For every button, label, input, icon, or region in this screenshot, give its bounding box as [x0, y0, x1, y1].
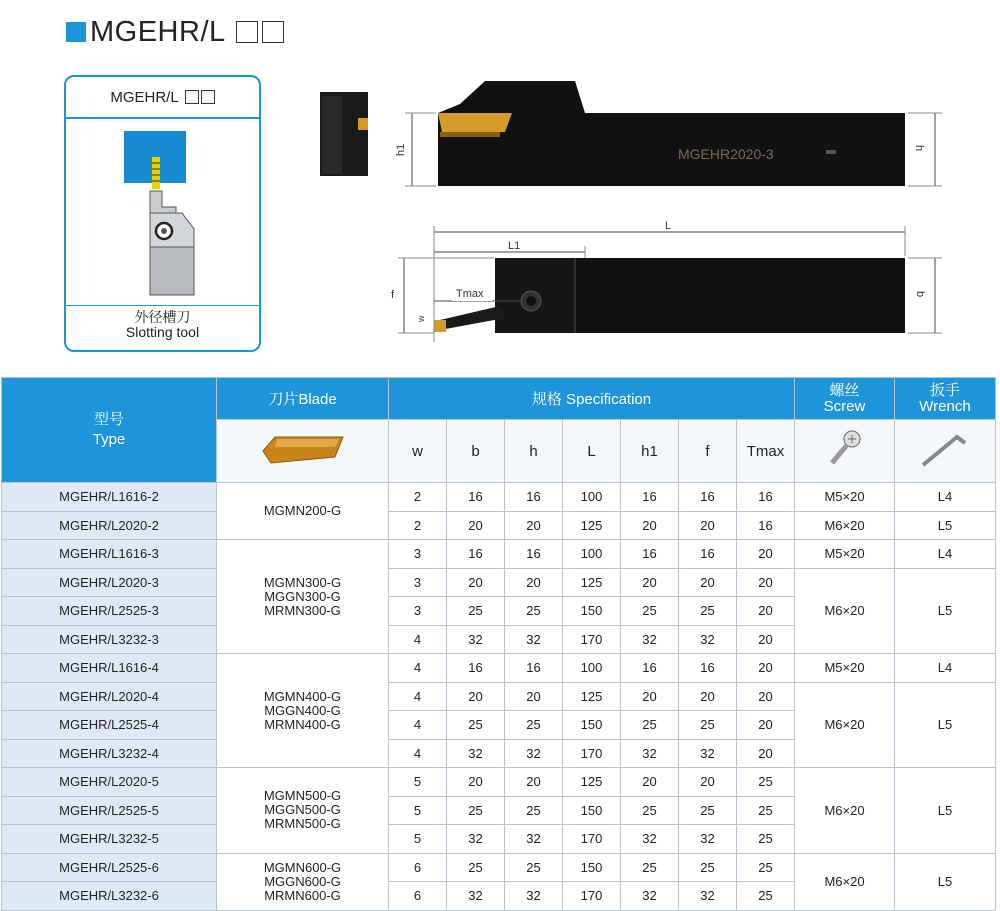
header-screw-en: Screw — [823, 397, 866, 415]
cell-tmax: 20 — [737, 597, 795, 626]
cell-wrench: L5 — [895, 768, 996, 854]
cell-f: 32 — [679, 882, 737, 911]
blade-code: MRMN300-G — [264, 602, 341, 618]
blade-code: MGGN400-G — [264, 702, 341, 718]
blade-code: MRMN600-G — [264, 887, 341, 903]
table-row — [2, 853, 996, 882]
cell-h1: 20 — [621, 768, 679, 797]
cell-b: 16 — [447, 654, 505, 683]
cell-L: 100 — [563, 483, 621, 512]
dim-L1-label: L1 — [508, 240, 521, 252]
cell-tmax: 20 — [737, 654, 795, 683]
cell-w: 6 — [389, 882, 447, 911]
cell-b: 16 — [447, 540, 505, 569]
cell-L: 150 — [563, 597, 621, 626]
blade-code: MGGN600-G — [264, 873, 341, 889]
cell-tmax: 20 — [737, 568, 795, 597]
cell-tmax: 20 — [737, 625, 795, 654]
dim-w-label: w — [416, 315, 426, 322]
title-model: MGEHR/L — [90, 15, 226, 48]
blade-code: MGMN200-G — [263, 503, 342, 518]
cell-h: 32 — [505, 825, 563, 854]
cell-h1: 20 — [621, 511, 679, 540]
spec-table — [1, 377, 996, 911]
cell-f: 25 — [679, 796, 737, 825]
card-label-en: Slotting tool — [125, 324, 200, 340]
cell-f: 32 — [679, 625, 737, 654]
cell-screw: M6×20 — [795, 568, 895, 654]
cell-h: 32 — [505, 625, 563, 654]
cell-h: 25 — [505, 853, 563, 882]
cell-type: MGEHR/L2525-5 — [2, 796, 217, 825]
cell-h1: 25 — [621, 853, 679, 882]
blade-code: MRMN500-G — [264, 816, 341, 832]
cell-wrench: L4 — [895, 654, 996, 683]
cell-L: 125 — [563, 768, 621, 797]
cell-f: 25 — [679, 597, 737, 626]
cell-L: 150 — [563, 711, 621, 740]
dim-L-label: L — [665, 220, 672, 232]
cell-h: 20 — [505, 682, 563, 711]
blade-code: MGMN500-G — [263, 788, 342, 804]
cell-b: 25 — [447, 597, 505, 626]
cell-tmax: 16 — [737, 511, 795, 540]
cell-screw: M5×20 — [795, 483, 895, 512]
cell-b: 32 — [447, 825, 505, 854]
cell-h1: 32 — [621, 625, 679, 654]
cell-h1: 32 — [621, 825, 679, 854]
cell-w: 4 — [389, 625, 447, 654]
cell-tmax: 20 — [737, 540, 795, 569]
blade-code: MGMN400-G — [263, 688, 342, 704]
cell-h: 16 — [505, 540, 563, 569]
cell-blade — [217, 540, 389, 654]
cell-w: 5 — [389, 768, 447, 797]
cell-L: 170 — [563, 825, 621, 854]
cell-screw: M6×20 — [795, 511, 895, 540]
cell-h1: 20 — [621, 682, 679, 711]
cell-b: 32 — [447, 739, 505, 768]
cell-wrench: L5 — [895, 568, 996, 654]
header-type-cn: 型号 — [93, 411, 124, 428]
cell-b: 16 — [447, 483, 505, 512]
table-row — [2, 768, 996, 797]
table-row — [2, 682, 996, 711]
cell-b: 25 — [447, 796, 505, 825]
cell-wrench: L5 — [895, 511, 996, 540]
cell-L: 150 — [563, 853, 621, 882]
cell-type: MGEHR/L2020-5 — [2, 768, 217, 797]
cell-screw: M5×20 — [795, 654, 895, 683]
cell-b: 32 — [447, 882, 505, 911]
header-wrench-en: Wrench — [919, 397, 971, 415]
cell-h1: 16 — [621, 483, 679, 512]
cell-type: MGEHR/L1616-4 — [2, 654, 217, 683]
cell-b: 25 — [447, 711, 505, 740]
cell-h: 25 — [505, 796, 563, 825]
cell-h1: 20 — [621, 568, 679, 597]
dim-h1-label: h1 — [395, 143, 407, 156]
cell-blade — [217, 853, 389, 910]
cell-tmax: 25 — [737, 825, 795, 854]
cell-f: 16 — [679, 483, 737, 512]
blade-code: MGMN600-G — [263, 859, 342, 875]
header-type-en: Type — [92, 431, 126, 448]
blade-code: MGGN300-G — [264, 588, 341, 604]
cell-L: 125 — [563, 682, 621, 711]
cell-blade — [217, 654, 389, 768]
tool-drawing — [0, 0, 1000, 370]
col-header-w: w — [389, 420, 447, 483]
wrench-icon — [895, 420, 996, 483]
cell-wrench: L5 — [895, 853, 996, 910]
cell-type: MGEHR/L2525-6 — [2, 853, 217, 882]
cell-f: 20 — [679, 568, 737, 597]
cell-type: MGEHR/L2020-4 — [2, 682, 217, 711]
col-header-h1: h1 — [621, 420, 679, 483]
cell-h: 20 — [505, 511, 563, 540]
cell-w: 4 — [389, 682, 447, 711]
cell-h: 25 — [505, 597, 563, 626]
cell-w: 6 — [389, 853, 447, 882]
cell-f: 32 — [679, 825, 737, 854]
cell-h: 16 — [505, 483, 563, 512]
header-blade: 刀片Blade — [217, 378, 389, 420]
cell-type: MGEHR/L3232-4 — [2, 739, 217, 768]
cell-L: 100 — [563, 654, 621, 683]
col-header-f: f — [679, 420, 737, 483]
cell-w: 5 — [389, 796, 447, 825]
cell-type: MGEHR/L3232-5 — [2, 825, 217, 854]
dim-Tmax-label: Tmax — [456, 288, 484, 300]
cell-b: 20 — [447, 682, 505, 711]
table-row — [2, 568, 996, 597]
cell-w: 4 — [389, 711, 447, 740]
cell-type: MGEHR/L3232-3 — [2, 625, 217, 654]
cell-tmax: 25 — [737, 768, 795, 797]
cell-h: 32 — [505, 739, 563, 768]
cell-f: 25 — [679, 853, 737, 882]
header-wrench-cn: 扳手 — [930, 381, 961, 399]
dim-b-label: b — [914, 291, 926, 298]
blade-code: MRMN400-G — [264, 716, 341, 732]
cell-h1: 16 — [621, 654, 679, 683]
col-header-h: h — [505, 420, 563, 483]
header-type — [2, 378, 217, 483]
cell-tmax: 20 — [737, 682, 795, 711]
cell-tmax: 20 — [737, 711, 795, 740]
blade-insert-icon — [217, 420, 389, 483]
cell-w: 3 — [389, 597, 447, 626]
cell-f: 32 — [679, 739, 737, 768]
cell-f: 25 — [679, 711, 737, 740]
header-spec: 规格 Specification — [389, 378, 795, 420]
cell-h: 25 — [505, 711, 563, 740]
card-label-cn: 外径槽刀 — [134, 309, 191, 325]
cell-type: MGEHR/L2525-4 — [2, 711, 217, 740]
cell-wrench: L4 — [895, 483, 996, 512]
cell-L: 125 — [563, 511, 621, 540]
cell-wrench: L5 — [895, 682, 996, 768]
cell-screw: M5×20 — [795, 540, 895, 569]
cell-w: 4 — [389, 654, 447, 683]
cell-f: 20 — [679, 511, 737, 540]
cell-screw: M6×20 — [795, 853, 895, 910]
cell-h1: 16 — [621, 540, 679, 569]
cell-tmax: 16 — [737, 483, 795, 512]
header-screw-cn: 螺丝 — [829, 381, 860, 399]
cell-type: MGEHR/L2020-3 — [2, 568, 217, 597]
screw-icon — [795, 420, 895, 483]
cell-type: MGEHR/L1616-3 — [2, 540, 217, 569]
cell-b: 20 — [447, 568, 505, 597]
cell-tmax: 25 — [737, 882, 795, 911]
cell-L: 170 — [563, 739, 621, 768]
cell-w: 2 — [389, 483, 447, 512]
cell-h1: 32 — [621, 882, 679, 911]
cell-blade — [217, 768, 389, 854]
cell-tmax: 25 — [737, 796, 795, 825]
col-header-L: L — [563, 420, 621, 483]
cell-blade — [217, 483, 389, 540]
cell-h: 20 — [505, 768, 563, 797]
dim-h-label: h — [913, 145, 925, 152]
cell-w: 4 — [389, 739, 447, 768]
cell-screw: M6×20 — [795, 682, 895, 768]
col-header-tmax: Tmax — [737, 420, 795, 483]
table-row — [2, 511, 996, 540]
cell-h: 16 — [505, 654, 563, 683]
cell-h1: 25 — [621, 711, 679, 740]
cell-type: MGEHR/L2020-2 — [2, 511, 217, 540]
cell-tmax: 20 — [737, 739, 795, 768]
dim-f-label: f — [391, 289, 395, 301]
cell-L: 100 — [563, 540, 621, 569]
cell-w: 3 — [389, 568, 447, 597]
tool-marking: MGEHR2020-3 — [678, 146, 774, 162]
table-row — [2, 483, 996, 512]
cell-f: 16 — [679, 654, 737, 683]
cell-screw: M6×20 — [795, 768, 895, 854]
cell-L: 170 — [563, 882, 621, 911]
cell-b: 32 — [447, 625, 505, 654]
cell-w: 3 — [389, 540, 447, 569]
cell-h: 32 — [505, 882, 563, 911]
cell-L: 125 — [563, 568, 621, 597]
cell-type: MGEHR/L1616-2 — [2, 483, 217, 512]
blade-code: MGGN500-G — [264, 802, 341, 818]
card-model: MGEHR/L — [110, 88, 179, 106]
cell-wrench: L4 — [895, 540, 996, 569]
cell-w: 2 — [389, 511, 447, 540]
cell-tmax: 25 — [737, 853, 795, 882]
cell-h1: 32 — [621, 739, 679, 768]
cell-L: 150 — [563, 796, 621, 825]
cell-h: 20 — [505, 568, 563, 597]
cell-h1: 25 — [621, 597, 679, 626]
cell-L: 170 — [563, 625, 621, 654]
cell-f: 20 — [679, 682, 737, 711]
cell-b: 20 — [447, 768, 505, 797]
header-wrench — [895, 378, 996, 420]
table-row — [2, 540, 996, 569]
cell-type: MGEHR/L2525-3 — [2, 597, 217, 626]
cell-b: 20 — [447, 511, 505, 540]
cell-f: 20 — [679, 768, 737, 797]
cell-type: MGEHR/L3232-6 — [2, 882, 217, 911]
cell-h1: 25 — [621, 796, 679, 825]
table-row — [2, 654, 996, 683]
header-screw — [795, 378, 895, 420]
blade-code: MGMN300-G — [263, 574, 342, 590]
col-header-b: b — [447, 420, 505, 483]
cell-b: 25 — [447, 853, 505, 882]
cell-w: 5 — [389, 825, 447, 854]
cell-f: 16 — [679, 540, 737, 569]
